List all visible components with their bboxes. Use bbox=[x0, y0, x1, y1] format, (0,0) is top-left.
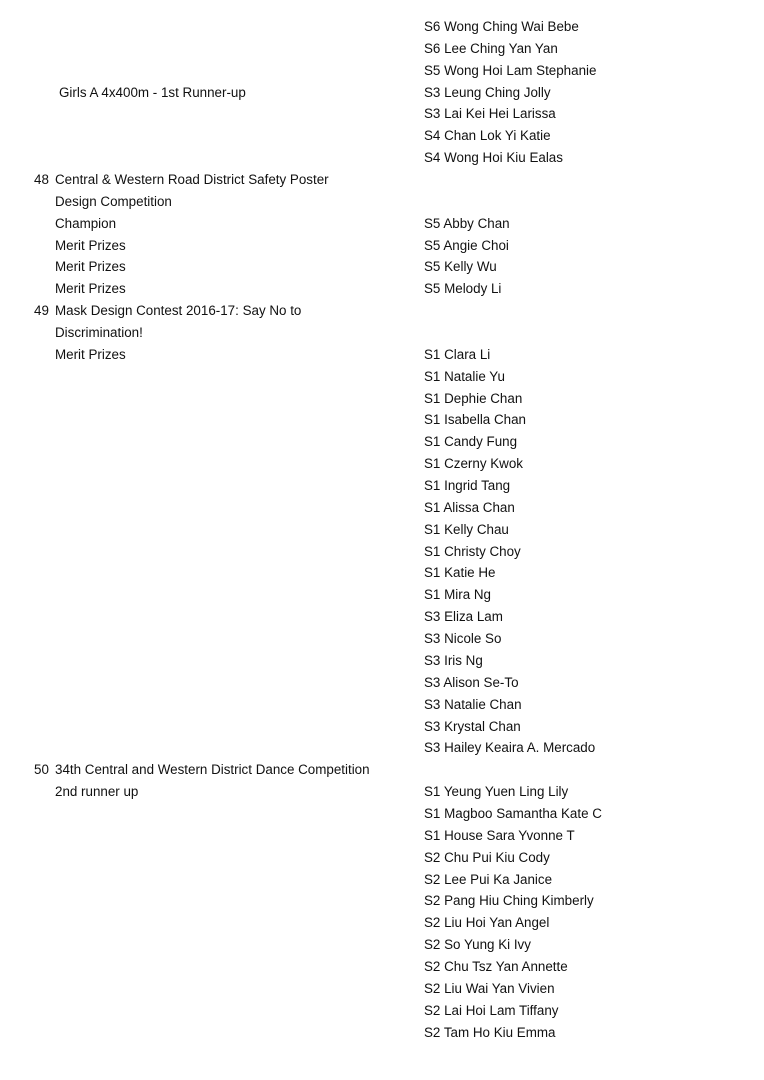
student-name: S3 Nicole So bbox=[424, 631, 502, 647]
table-row bbox=[0, 847, 764, 869]
table-row bbox=[0, 409, 764, 431]
table-row bbox=[0, 737, 764, 759]
student-name: S2 Pang Hiu Ching Kimberly bbox=[424, 893, 594, 909]
item-number: 50 bbox=[34, 762, 49, 778]
table-row bbox=[0, 934, 764, 956]
award-description: Merit Prizes bbox=[55, 259, 126, 275]
award-description: 34th Central and Western District Dance Competition bbox=[55, 762, 370, 778]
student-name: S4 Wong Hoi Kiu Ealas bbox=[424, 150, 563, 166]
table-row bbox=[0, 869, 764, 891]
student-name: S1 Ingrid Tang bbox=[424, 478, 511, 494]
table-row bbox=[0, 147, 764, 169]
student-name: S1 Candy Fung bbox=[424, 434, 518, 450]
student-name: S3 Iris Ng bbox=[424, 652, 483, 668]
table-row bbox=[0, 650, 764, 672]
student-name: S1 Kelly Chau bbox=[424, 521, 509, 537]
table-row bbox=[0, 366, 764, 388]
table-row bbox=[0, 584, 764, 606]
student-name: S3 Krystal Chan bbox=[424, 718, 521, 734]
table-row bbox=[0, 169, 764, 191]
student-name: S5 Wong Hoi Lam Stephanie bbox=[424, 62, 597, 78]
student-name: S2 So Yung Ki Ivy bbox=[424, 937, 531, 953]
student-name: S1 Mira Ng bbox=[424, 587, 491, 603]
award-description: Merit Prizes bbox=[55, 237, 126, 253]
table-row bbox=[0, 562, 764, 584]
table-row bbox=[0, 191, 764, 213]
student-name: S1 House Sara Yvonne T bbox=[424, 827, 575, 843]
award-description: Merit Prizes bbox=[55, 281, 126, 297]
student-name: S2 Lee Pui Ka Janice bbox=[424, 871, 553, 887]
table-row bbox=[0, 497, 764, 519]
table-row bbox=[0, 1000, 764, 1022]
award-description: Mask Design Contest 2016-17: Say No to bbox=[55, 303, 302, 319]
student-name: S6 Wong Ching Wai Bebe bbox=[424, 19, 579, 34]
table-row bbox=[0, 344, 764, 366]
student-name: S1 Christy Choy bbox=[424, 543, 521, 559]
table-row bbox=[0, 278, 764, 300]
table-row bbox=[0, 912, 764, 934]
table-row bbox=[0, 956, 764, 978]
table-row bbox=[0, 322, 764, 344]
award-description: Champion bbox=[55, 215, 117, 231]
student-name: S2 Tam Ho Kiu Emma bbox=[424, 1024, 556, 1040]
student-name: S3 Lai Kei Hei Larissa bbox=[424, 106, 556, 122]
student-name: S3 Eliza Lam bbox=[424, 609, 503, 625]
item-number: 48 bbox=[34, 172, 49, 188]
student-name: S3 Natalie Chan bbox=[424, 696, 522, 712]
table-row bbox=[0, 125, 764, 147]
table-row bbox=[0, 890, 764, 912]
table-row bbox=[0, 759, 764, 781]
table-row bbox=[0, 256, 764, 278]
table-row bbox=[0, 431, 764, 453]
student-name: S1 Natalie Yu bbox=[424, 368, 505, 384]
student-name: S1 Katie He bbox=[424, 565, 496, 581]
table-row bbox=[0, 978, 764, 1000]
table-row bbox=[0, 82, 764, 104]
table-row bbox=[0, 628, 764, 650]
table-row bbox=[0, 453, 764, 475]
student-name: S3 Leung Ching Jolly bbox=[424, 84, 551, 100]
table-row bbox=[0, 541, 764, 563]
table-row bbox=[0, 103, 764, 125]
student-name: S3 Hailey Keaira A. Mercado bbox=[424, 740, 596, 756]
student-name: S5 Angie Choi bbox=[424, 237, 509, 253]
table-row bbox=[0, 475, 764, 497]
award-description: Merit Prizes bbox=[55, 346, 126, 362]
award-description: Girls A 4x400m - 1st Runner-up bbox=[59, 84, 246, 100]
award-description: Central & Western Road District Safety Poster bbox=[55, 172, 329, 188]
student-name: S6 Lee Ching Yan Yan bbox=[424, 40, 558, 56]
table-row bbox=[0, 803, 764, 825]
table-row bbox=[0, 1022, 764, 1044]
student-name: S2 Liu Hoi Yan Angel bbox=[424, 915, 550, 931]
student-name: S1 Magboo Samantha Kate C bbox=[424, 805, 602, 821]
student-name: S1 Alissa Chan bbox=[424, 499, 515, 515]
student-name: S1 Isabella Chan bbox=[424, 412, 526, 428]
table-row bbox=[0, 825, 764, 847]
student-name: S1 Dephie Chan bbox=[424, 390, 523, 406]
award-list-document bbox=[0, 16, 764, 1043]
student-name: S5 Abby Chan bbox=[424, 215, 510, 231]
table-row bbox=[0, 694, 764, 716]
award-description: Discrimination! bbox=[55, 325, 143, 341]
student-name: S2 Chu Pui Kiu Cody bbox=[424, 849, 550, 865]
student-name: S2 Liu Wai Yan Vivien bbox=[424, 980, 555, 996]
award-description: 2nd runner up bbox=[55, 784, 139, 800]
table-row bbox=[0, 16, 764, 38]
student-name: S1 Czerny Kwok bbox=[424, 456, 523, 472]
table-row bbox=[0, 60, 764, 82]
table-row bbox=[0, 519, 764, 541]
student-name: S1 Yeung Yuen Ling Lily bbox=[424, 784, 569, 800]
table-row bbox=[0, 781, 764, 803]
student-name: S4 Chan Lok Yi Katie bbox=[424, 128, 551, 144]
item-number: 49 bbox=[34, 303, 49, 319]
table-row bbox=[0, 213, 764, 235]
student-name: S2 Lai Hoi Lam Tiffany bbox=[424, 1002, 559, 1018]
student-name: S3 Alison Se-To bbox=[424, 674, 519, 690]
table-row bbox=[0, 672, 764, 694]
student-name: S1 Clara Li bbox=[424, 346, 491, 362]
table-row bbox=[0, 716, 764, 738]
table-row bbox=[0, 388, 764, 410]
table-row bbox=[0, 235, 764, 257]
table-row bbox=[0, 606, 764, 628]
table-row bbox=[0, 300, 764, 322]
student-name: S2 Chu Tsz Yan Annette bbox=[424, 958, 568, 974]
table-row bbox=[0, 38, 764, 60]
student-name: S5 Kelly Wu bbox=[424, 259, 497, 275]
award-description: Design Competition bbox=[55, 193, 172, 209]
student-name: S5 Melody Li bbox=[424, 281, 502, 297]
